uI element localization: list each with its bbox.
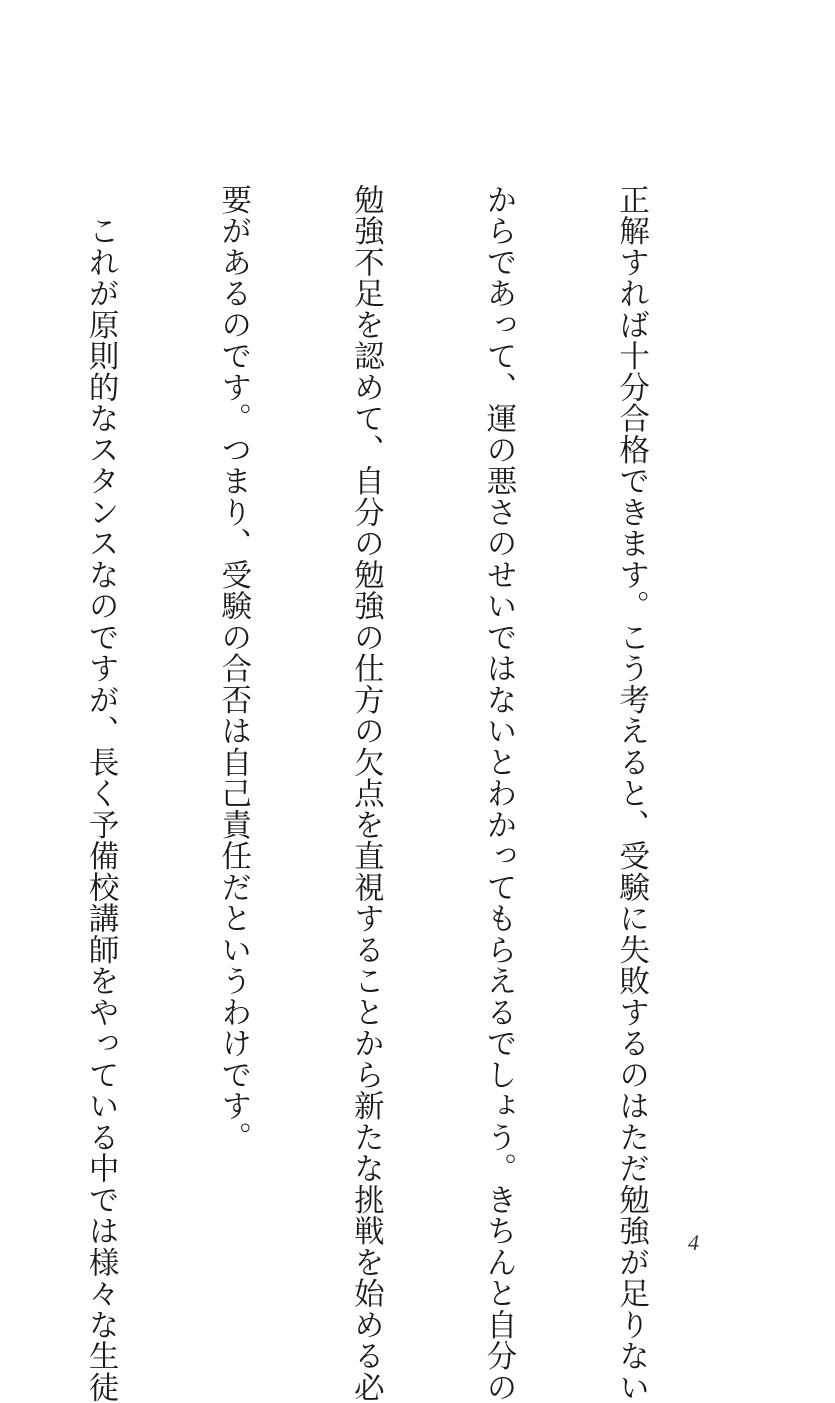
text-line-5: これが原則的なスタンスなのですが、長く予備校講師をやっている中では様々な生徒: [83, 184, 119, 1403]
text-line-1: 正解すれば十分合格できます。こう考えると、受験に失敗するのはただ勉強が足りない: [613, 184, 649, 1403]
page-number: 4: [688, 1230, 699, 1255]
text-line-2: からであって、運の悪さのせいではないとわかってもらえるでしょう。きちんと自分の: [480, 184, 516, 1403]
text-line-3: 勉強不足を認めて、自分の勉強の仕方の欠点を直視することから新たな挑戦を始める必: [348, 184, 384, 1403]
text-line-4: 要があるのです。つまり、受験の合否は自己責任だというわけです。: [215, 184, 251, 1153]
vertical-body-text: [0, 184, 741, 1403]
